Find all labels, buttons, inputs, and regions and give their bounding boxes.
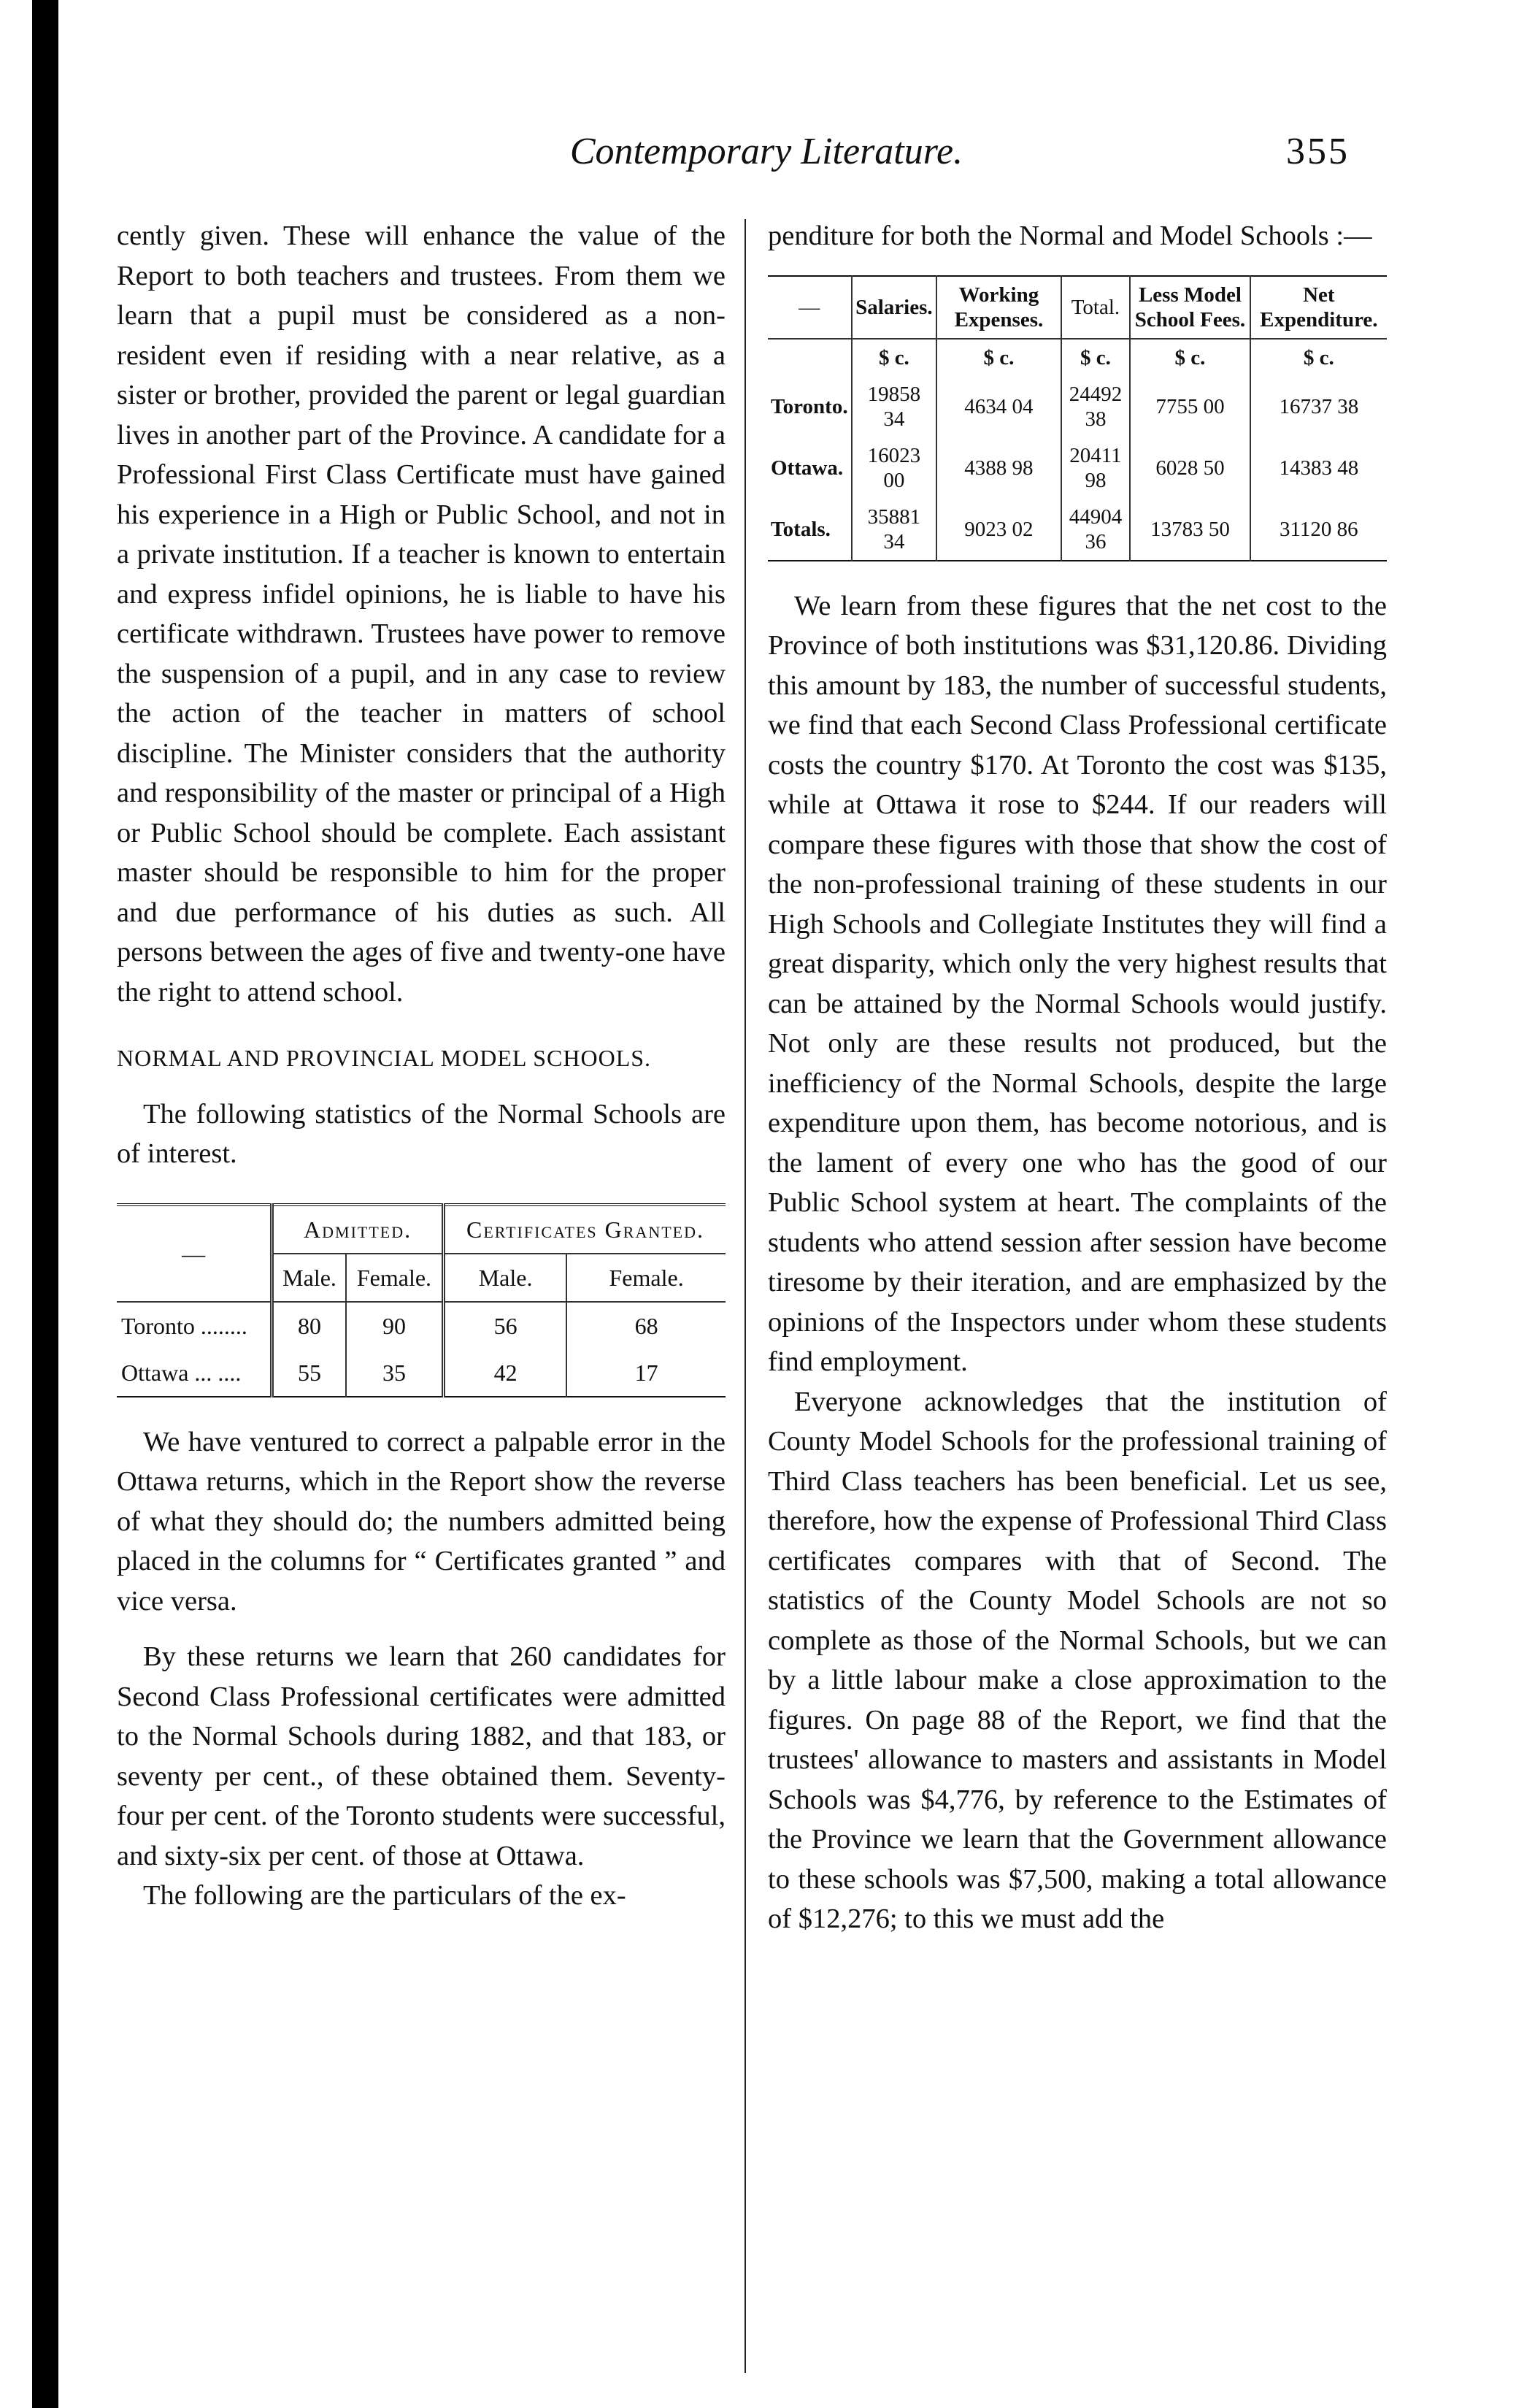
col-header-male: Male. (272, 1254, 346, 1302)
paragraph: We have ventured to correct a palpable error in the Ottawa returns, which in the Report show the reverse of what they should do; the numbers admitted being placed in the columns for “ Certificates granted ” and vice versa. (117, 1426, 726, 1617)
col-header-salaries: Salaries. (852, 276, 937, 339)
paragraph: Everyone acknowledges that the institution of County Model Schools for the professional training of Third Class teachers has been beneficial. Let us see, therefore, how the expense of Professional Third Class certificates compares with that of Second. The statistics of the County Model Schools are not so complete as those of the Normal Schools, but we can by a little labour make a close approximation to the figures. On page 88 of the Report, we find that the trustees' allowance to masters and assistants in Model Schools was $4,776, by reference to the Estimates of the Province we learn that the Government allowance to these schools was $7,500, making a total allowance of $12,276; to this we must add the (768, 1386, 1387, 1934)
cell: 20411 98 (1061, 437, 1131, 499)
cell: 17 (566, 1349, 726, 1397)
group-header-certificates: Certificates Granted. (443, 1205, 726, 1254)
page-number: 355 (1286, 131, 1350, 172)
cell: 31120 86 (1250, 499, 1387, 561)
scan-edge-bar (32, 0, 58, 2408)
unit-spacer (768, 339, 852, 376)
cell: 42 (443, 1349, 566, 1397)
paragraph: penditure for both the Normal and Model Schools :— (768, 221, 1372, 251)
table-corner: — (117, 1205, 272, 1302)
col-header-less-fees: Less Model School Fees. (1130, 276, 1250, 339)
col-header-net-expenditure: Net Expenditure. (1250, 276, 1387, 339)
cell: 56 (443, 1302, 566, 1349)
row-label: Ottawa. (771, 456, 844, 480)
table-row (768, 499, 1387, 561)
paragraph: The following statistics of the Normal Schools are of interest. (117, 1098, 726, 1169)
col-header-total: Total. (1061, 276, 1131, 339)
cell: 7755 00 (1130, 376, 1250, 437)
table-corner: — (768, 276, 852, 339)
expenditure-table (768, 275, 1387, 561)
cell: 13783 50 (1130, 499, 1250, 561)
unit-label: $ c. (936, 339, 1061, 376)
table-row (117, 1349, 726, 1397)
cell: 16023 00 (852, 437, 937, 499)
table-row (117, 1302, 726, 1349)
cell: 6028 50 (1130, 437, 1250, 499)
row-label: Toronto ........ (121, 1312, 247, 1339)
row-label: Totals. (771, 517, 831, 541)
cell: 14383 48 (1250, 437, 1387, 499)
cell: 9023 02 (936, 499, 1061, 561)
col-header-female: Female. (566, 1254, 726, 1302)
cell: 90 (346, 1302, 444, 1349)
cell: 68 (566, 1302, 726, 1349)
row-label: Ottawa ... .... (121, 1359, 242, 1386)
column-divider (744, 219, 746, 2373)
right-column (768, 216, 1387, 1939)
cell: 19858 34 (852, 376, 937, 437)
paragraph: cently given. These will enhance the value of the Report to both teachers and trustees. From them we learn that a pupil must be considered as a non-resident even if residing with a near relative, as a sister or brother, provided the parent or legal guardian lives in another part of the Province. A candidate for a Professional First Class Certificate must have gained his experience in a High or Public School, and not in a private institution. If a teacher is known to entertain and express infidel opinions, he is liable to have his certificate withdrawn. Trustees have power to remove the suspension of a pupil, and in any case to review the action of the teacher in matters of school discipline. The Minister considers that the authority and responsibility of the master or principal of a High or Public School should be complete. Each assistant master should be responsible to him for the proper and due performance of his duties as such. All persons between the ages of five and twenty-one have the right to attend school. (117, 221, 726, 1008)
cell: 35 (346, 1349, 444, 1397)
cell: 24492 38 (1061, 376, 1131, 437)
group-header-admitted: Admitted. (272, 1205, 444, 1254)
table-row (768, 376, 1387, 437)
unit-label: $ c. (1061, 339, 1131, 376)
cell: 80 (272, 1302, 346, 1349)
cell: 4634 04 (936, 376, 1061, 437)
paragraph: The following are the particulars of the ex- (143, 1880, 626, 1911)
cell: 35881 34 (852, 499, 937, 561)
col-header-working-expenses: Working Expenses. (936, 276, 1061, 339)
admissions-table (117, 1203, 726, 1397)
left-column (117, 216, 726, 1916)
paragraph: By these returns we learn that 260 candidates for Second Class Professional certificates were admitted to the Normal Schools during 1882, and that 183, or seventy per cent., of these obtained them. Seventy-four per cent. of the Toronto students were successful, and sixty-six per cent. of those at Ottawa. (117, 1641, 726, 1871)
paragraph: We learn from these figures that the net cost to the Province of both institutions was $31,120.86. Dividing this amount by 183, the number of successful students, we find that each Second Class Professional certificate costs the country $170. At Toronto the cost was $135, while at Ottawa it rose to $244. If our readers will compare these figures with those that show the cost of the non-professional training of these students in our High Schools and Collegiate Institutes they will find a great disparity, which only the very highest results that can be attained by the Normal Schools would justify. Not only are these results not produced, but the inefficiency of the Normal Schools, despite the large expenditure upon them, has become notorious, and is the lament of every one who has the good of our Public School system at heart. The complaints of the students who attend session after session have become tiresome by their iteration, and are emphasized by the opinions of the Inspectors under whom these students find employment. (768, 590, 1387, 1377)
cell: 4388 98 (936, 437, 1061, 499)
cell: 44904 36 (1061, 499, 1131, 561)
unit-label: $ c. (1130, 339, 1250, 376)
row-label: Toronto. (771, 394, 848, 418)
unit-label: $ c. (1250, 339, 1387, 376)
running-title: Contemporary Literature. (569, 131, 963, 172)
cell: 16737 38 (1250, 376, 1387, 437)
section-heading: NORMAL AND PROVINCIAL MODEL SCHOOLS. (117, 1045, 652, 1071)
unit-label: $ c. (852, 339, 937, 376)
col-header-male: Male. (443, 1254, 566, 1302)
col-header-female: Female. (346, 1254, 444, 1302)
cell: 55 (272, 1349, 346, 1397)
table-row (768, 437, 1387, 499)
